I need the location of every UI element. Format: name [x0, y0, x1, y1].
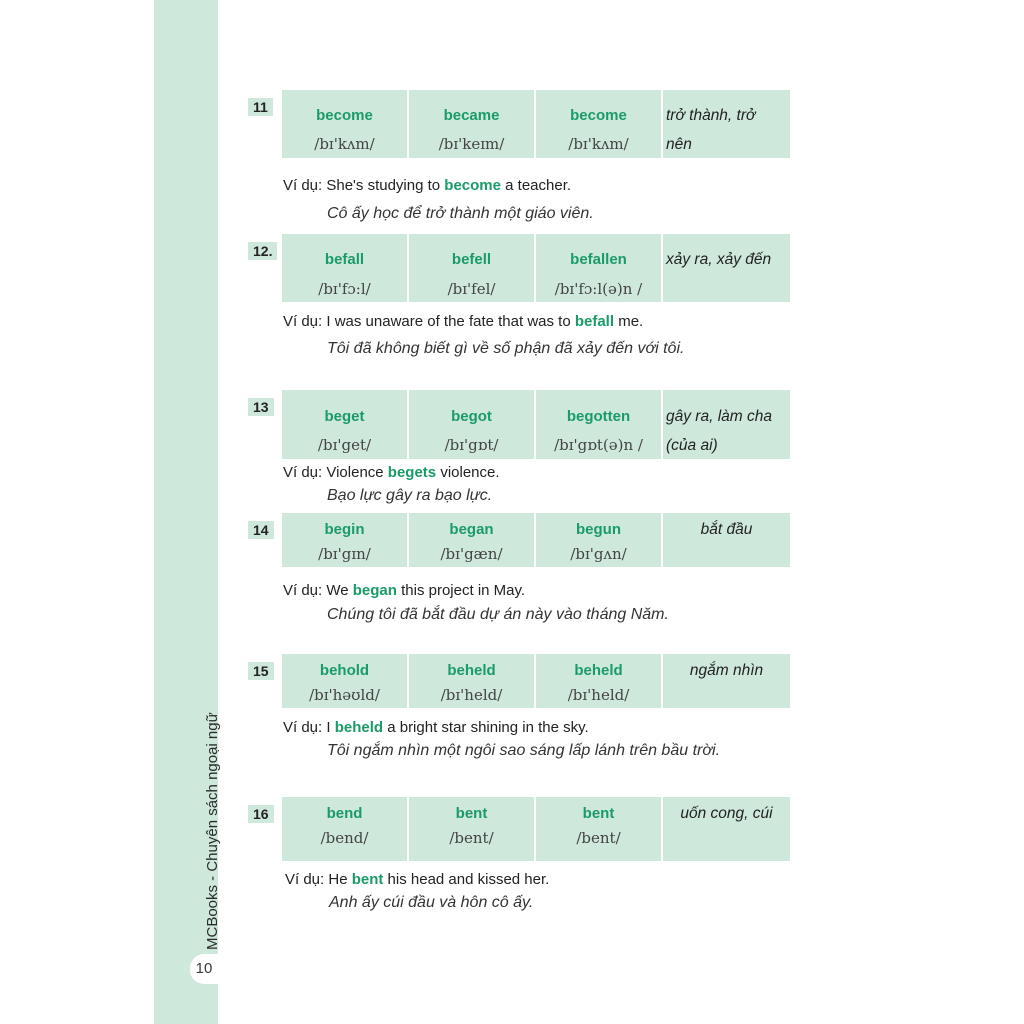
past-form: began: [449, 521, 494, 538]
past-form-ipa: /bɪ'held/: [440, 686, 503, 704]
past-participle-cell: [536, 513, 661, 567]
base-form-cell: [282, 513, 407, 567]
meaning-line-2: nên: [666, 136, 692, 153]
past-participle: befallen: [570, 251, 627, 268]
example-suffix: his head and kissed her.: [383, 871, 550, 888]
past-participle-ipa: /bɪ'gʌn/: [570, 545, 627, 563]
meaning-line-1: gây ra, làm cha: [666, 408, 772, 425]
verb-forms-row: [282, 797, 790, 861]
base-form: become: [316, 107, 373, 124]
entry-number: 12.: [248, 242, 277, 260]
base-form-ipa: /bɪ'fɔ:l/: [318, 280, 371, 298]
past-form-cell: [409, 390, 534, 459]
verb-forms-row: [282, 90, 790, 158]
example-sentence: [283, 719, 589, 736]
base-form-ipa: /bɪ'get/: [317, 436, 372, 454]
meaning-line-1: ngắm nhìn: [689, 662, 764, 679]
past-form: beheld: [447, 662, 496, 679]
example-translation: Chúng tôi đã bắt đầu dự án này vào tháng Năm.: [327, 606, 669, 623]
example-translation: Cô ấy học để trở thành một giáo viên.: [327, 205, 594, 222]
base-form: beget: [324, 408, 365, 425]
example-keyword: befall: [574, 313, 615, 330]
meaning-line-1: xảy ra, xảy đến: [666, 251, 772, 268]
verb-forms-row: [282, 234, 790, 302]
example-sentence: [285, 871, 549, 888]
base-form-cell: [282, 654, 407, 708]
past-form-cell: [409, 797, 534, 861]
verb-forms-row: [282, 654, 790, 708]
example-keyword: began: [352, 582, 397, 599]
example-translation: Tôi đã không biết gì về số phận đã xảy đến với tôi.: [327, 340, 685, 357]
meaning-cell: [663, 654, 790, 708]
example-prefix: Ví dụ: I: [283, 719, 335, 736]
base-form-ipa: /bɪ'gɪn/: [318, 545, 371, 563]
example-prefix: Ví dụ: She's studying to: [283, 177, 445, 194]
entry-number: 15: [248, 662, 274, 680]
base-form: begin: [324, 521, 365, 538]
past-participle: bent: [582, 805, 615, 822]
example-translation: Anh ấy cúi đầu và hôn cô ấy.: [329, 894, 534, 911]
example-sentence: [283, 464, 500, 481]
past-form: begot: [451, 408, 492, 425]
meaning-line-2: (của ai): [666, 437, 718, 454]
past-form-ipa: /bɪ'keɪm/: [438, 135, 505, 153]
example-keyword: beheld: [334, 719, 384, 736]
example-suffix: me.: [614, 313, 644, 330]
past-participle-ipa: /bɪ'fɔ:l(ə)n /: [554, 280, 643, 298]
base-form-cell: [282, 390, 407, 459]
entry-number: 11: [248, 98, 273, 116]
example-translation: Bạo lực gây ra bạo lực.: [327, 487, 493, 504]
page-number: 10: [190, 954, 218, 984]
meaning-cell: [663, 234, 790, 302]
past-form-ipa: /bɪ'fel/: [447, 280, 496, 298]
base-form-ipa: /bend/: [320, 829, 369, 847]
base-form: behold: [319, 662, 370, 679]
past-participle-ipa: /bɪ'kʌm/: [568, 135, 629, 153]
base-form-cell: [282, 90, 407, 158]
example-keyword: become: [444, 177, 501, 194]
past-form-cell: [409, 654, 534, 708]
past-participle-ipa: /bɪ'gɒt(ə)n /: [554, 436, 643, 454]
base-form-ipa: /bɪ'kʌm/: [314, 135, 375, 153]
example-suffix: a bright star shining in the sky.: [383, 719, 589, 736]
example-prefix: Ví dụ: We: [283, 582, 353, 599]
base-form: bend: [326, 805, 363, 822]
past-form-cell: [409, 513, 534, 567]
past-participle: begotten: [566, 408, 631, 425]
past-form-cell: [409, 90, 534, 158]
example-sentence: [283, 177, 571, 194]
meaning-line-1: trở thành, trở: [666, 107, 756, 124]
meaning-line-1: uốn cong, cúi: [680, 805, 773, 822]
base-form-cell: [282, 234, 407, 302]
example-prefix: Ví dụ: He: [285, 871, 352, 888]
example-prefix: Ví dụ: Violence: [283, 464, 388, 481]
past-participle-ipa: /bɪ'held/: [567, 686, 630, 704]
past-participle-ipa: /bent/: [576, 829, 621, 847]
base-form-ipa: /bɪ'həʊld/: [309, 686, 380, 704]
example-sentence: [283, 313, 643, 330]
past-participle: become: [570, 107, 627, 124]
example-translation: Tôi ngắm nhìn một ngôi sao sáng lấp lánh trên bầu trời.: [327, 742, 721, 759]
meaning-cell: [663, 797, 790, 861]
past-participle-cell: [536, 234, 661, 302]
example-keyword: bent: [351, 871, 384, 888]
entry-number: 13: [248, 398, 274, 416]
entry-number: 14: [248, 521, 274, 539]
past-participle: begun: [576, 521, 621, 538]
verb-forms-row: [282, 390, 790, 459]
past-form: befell: [451, 251, 492, 268]
example-suffix: this project in May.: [396, 582, 526, 599]
past-participle-cell: [536, 654, 661, 708]
past-participle-cell: [536, 797, 661, 861]
past-form: became: [443, 107, 500, 124]
past-participle-cell: [536, 390, 661, 459]
example-suffix: violence.: [436, 464, 500, 481]
past-participle-cell: [536, 90, 661, 158]
meaning-cell: [663, 390, 790, 459]
example-prefix: Ví dụ: I was unaware of the fate that was to: [283, 313, 575, 330]
entry-number: 16: [248, 805, 274, 823]
past-form-ipa: /bɪ'gæn/: [440, 545, 503, 563]
meaning-cell: [663, 513, 790, 567]
past-form-ipa: /bɪ'gɒt/: [444, 436, 499, 454]
past-form-ipa: /bent/: [449, 829, 494, 847]
meaning-line-1: bắt đầu: [700, 521, 753, 538]
past-form-cell: [409, 234, 534, 302]
example-sentence: [283, 582, 525, 599]
series-name: MCBooks - Chuyên sách ngoại ngữ: [204, 712, 221, 950]
verb-forms-row: [282, 513, 790, 567]
example-keyword: begets: [387, 464, 437, 481]
example-suffix: a teacher.: [501, 177, 572, 194]
meaning-cell: [663, 90, 790, 158]
past-form: bent: [455, 805, 488, 822]
base-form-cell: [282, 797, 407, 861]
base-form: befall: [324, 251, 365, 268]
past-participle: beheld: [574, 662, 623, 679]
